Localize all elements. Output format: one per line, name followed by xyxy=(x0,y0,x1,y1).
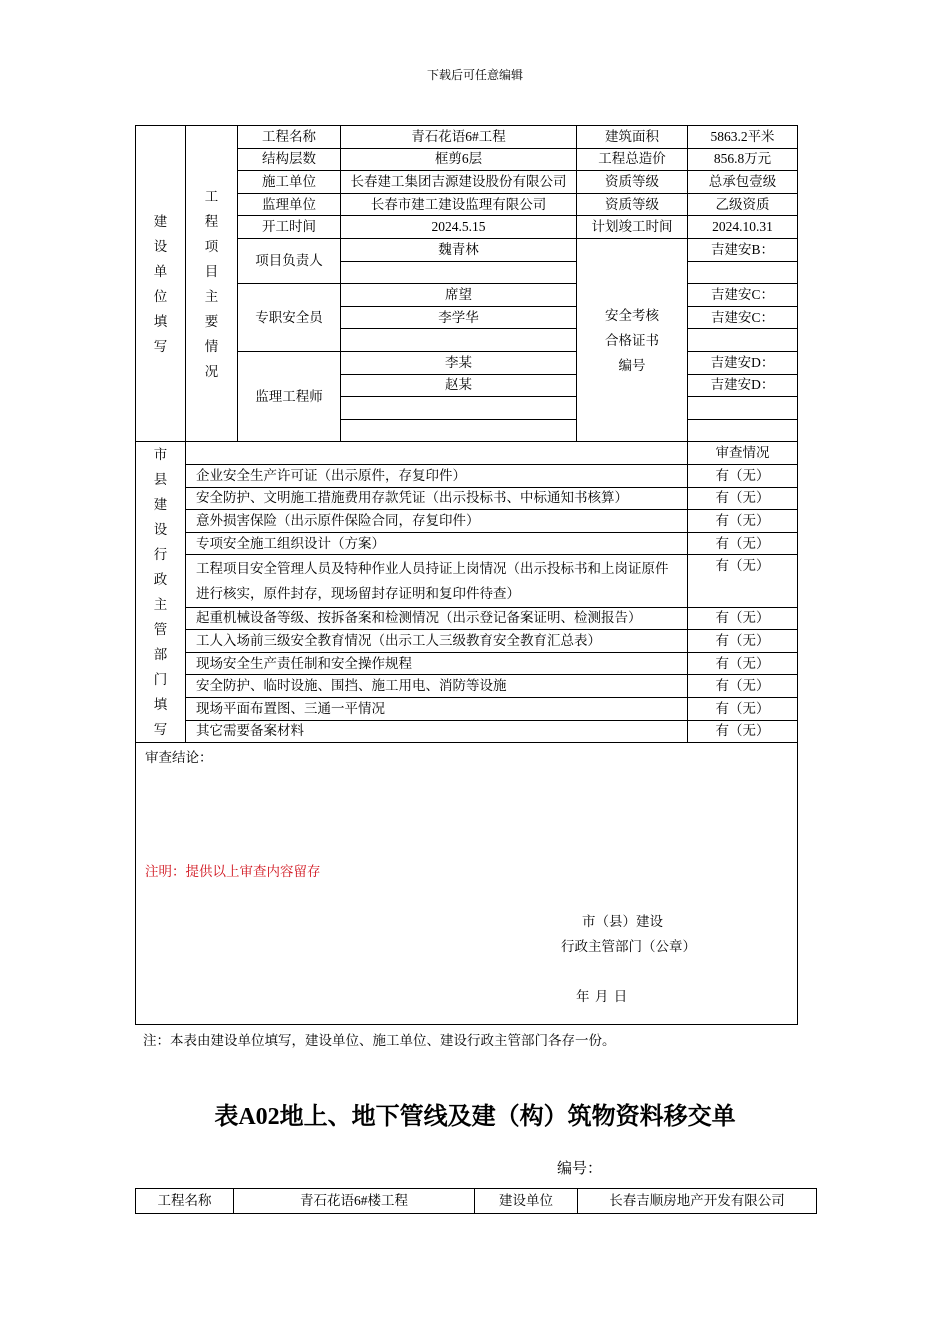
review-status: 有（无） xyxy=(688,555,798,607)
supervisor-value: 长春市建工建设监理有限公司 xyxy=(341,193,577,216)
section-builder xyxy=(136,126,186,442)
engineer-name-2: 赵某 xyxy=(341,374,577,397)
review-status: 有（无） xyxy=(688,630,798,653)
manager-name: 魏青林 xyxy=(341,238,577,261)
review-status: 有（无） xyxy=(688,464,798,487)
engineer-blank-1 xyxy=(341,397,577,420)
finish-value: 2024.10.31 xyxy=(688,216,798,239)
qual-value: 总承包壹级 xyxy=(688,171,798,194)
date-line: 年 月 日 xyxy=(576,989,628,1004)
form2-name-label: 工程名称 xyxy=(136,1189,234,1214)
manager-blank xyxy=(341,261,577,284)
org-line-2: 行政主管部门（公章） xyxy=(561,939,696,954)
review-conclusion-box xyxy=(135,742,798,1025)
area-label: 建筑面积 xyxy=(577,126,688,149)
engineer-name-1: 李某 xyxy=(341,351,577,374)
finish-label: 计划竣工时间 xyxy=(577,216,688,239)
safety-cert-2: 吉建安C： xyxy=(688,306,798,329)
review-item: 安全防护、文明施工措施费用存款凭证（出示投标书、中标通知书核算） xyxy=(186,487,688,510)
section-project-text: 工 程 项 目 主 要 情 况 xyxy=(204,188,219,379)
review-item: 企业安全生产许可证（出示原件，存复印件） xyxy=(186,464,688,487)
section-gov-text: 市 县 建 设 行 政 主 管 部 门 填 写 xyxy=(153,447,168,738)
structure-label: 结构层数 xyxy=(238,148,341,171)
review-status: 有（无） xyxy=(688,698,798,721)
engineer-cert-2: 吉建安D： xyxy=(688,374,798,397)
review-status: 有（无） xyxy=(688,510,798,533)
engineer-cert-blank-1 xyxy=(688,397,798,420)
cert-label xyxy=(577,238,688,441)
review-status: 有（无） xyxy=(688,652,798,675)
review-status: 有（无） xyxy=(688,720,798,743)
safety-cert-blank xyxy=(688,329,798,352)
contractor-label: 施工单位 xyxy=(238,171,341,194)
review-item: 现场平面布置图、三通一平情况 xyxy=(186,698,688,721)
engineer-label: 监理工程师 xyxy=(238,351,341,441)
cost-label: 工程总造价 xyxy=(577,148,688,171)
review-status: 有（无） xyxy=(688,675,798,698)
section-project xyxy=(186,126,238,442)
engineer-blank-2 xyxy=(341,419,577,442)
safety-registration-table xyxy=(135,125,798,743)
review-item: 现场安全生产责任制和安全操作规程 xyxy=(186,652,688,675)
project-name-label: 工程名称 xyxy=(238,126,341,149)
section-builder-text: 建 设 单 位 填 写 xyxy=(153,213,168,354)
review-status: 有（无） xyxy=(688,487,798,510)
start-value: 2024.5.15 xyxy=(341,216,577,239)
review-item: 工人入场前三级安全教育情况（出示工人三级教育安全教育汇总表） xyxy=(186,630,688,653)
form2-title: 表A02地上、地下管线及建（构）筑物资料移交单 xyxy=(214,1104,736,1130)
review-status: 有（无） xyxy=(688,532,798,555)
review-item: 专项安全施工组织设计（方案） xyxy=(186,532,688,555)
supervisor-label: 监理单位 xyxy=(238,193,341,216)
org-line-1: 市（县）建设 xyxy=(582,914,663,929)
form2-builder-label: 建设单位 xyxy=(475,1189,578,1214)
manager-label: 项目负责人 xyxy=(238,238,341,283)
cert-label-text: 安全考核 合格证书 编号 xyxy=(605,307,659,373)
review-item: 工程项目安全管理人员及特种作业人员持证上岗情况（出示投标书和上岗证原件进行核实，原件封存，现场留封存证明和复印件待查） xyxy=(186,555,688,607)
qual-label: 资质等级 xyxy=(577,171,688,194)
safety-label: 专职安全员 xyxy=(238,284,341,352)
transfer-table xyxy=(135,1188,817,1214)
manager-cert-blank xyxy=(688,261,798,284)
review-header-blank xyxy=(186,442,688,465)
cost-value: 856.8万元 xyxy=(688,148,798,171)
page-header: 下载后可任意编辑 xyxy=(426,68,523,82)
engineer-cert-blank-2 xyxy=(688,419,798,442)
form2-builder-value: 长春吉顺房地产开发有限公司 xyxy=(578,1189,817,1214)
safety-name-1: 席望 xyxy=(341,284,577,307)
contractor-value: 长春建工集团吉源建设股份有限公司 xyxy=(341,171,577,194)
safety-name-2: 李学华 xyxy=(341,306,577,329)
section-gov xyxy=(136,442,186,743)
start-label: 开工时间 xyxy=(238,216,341,239)
manager-cert: 吉建安B： xyxy=(688,238,798,261)
engineer-cert-1: 吉建安D： xyxy=(688,351,798,374)
conclusion-label: 审查结论： xyxy=(145,750,213,765)
form2-number-label: 编号： xyxy=(557,1161,603,1177)
safety-cert-1: 吉建安C： xyxy=(688,284,798,307)
review-item: 意外损害保险（出示原件保险合同，存复印件） xyxy=(186,510,688,533)
safety-blank xyxy=(341,329,577,352)
qual2-label: 资质等级 xyxy=(577,193,688,216)
review-item: 起重机械设备等级、按拆备案和检测情况（出示登记备案证明、检测报告） xyxy=(186,607,688,630)
bottom-note: 注：本表由建设单位填写，建设单位、施工单位、建设行政主管部门各存一份。 xyxy=(143,1033,616,1048)
red-note: 注明：提供以上审查内容留存 xyxy=(145,864,321,879)
form2-name-value: 青石花语6#楼工程 xyxy=(234,1189,475,1214)
qual2-value: 乙级资质 xyxy=(688,193,798,216)
review-header: 审查情况 xyxy=(688,442,798,465)
review-status: 有（无） xyxy=(688,607,798,630)
review-item: 安全防护、临时设施、围挡、施工用电、消防等设施 xyxy=(186,675,688,698)
review-item: 其它需要备案材料 xyxy=(186,720,688,743)
area-value: 5863.2平米 xyxy=(688,126,798,149)
structure-value: 框剪6层 xyxy=(341,148,577,171)
project-name-value: 青石花语6#工程 xyxy=(341,126,577,149)
